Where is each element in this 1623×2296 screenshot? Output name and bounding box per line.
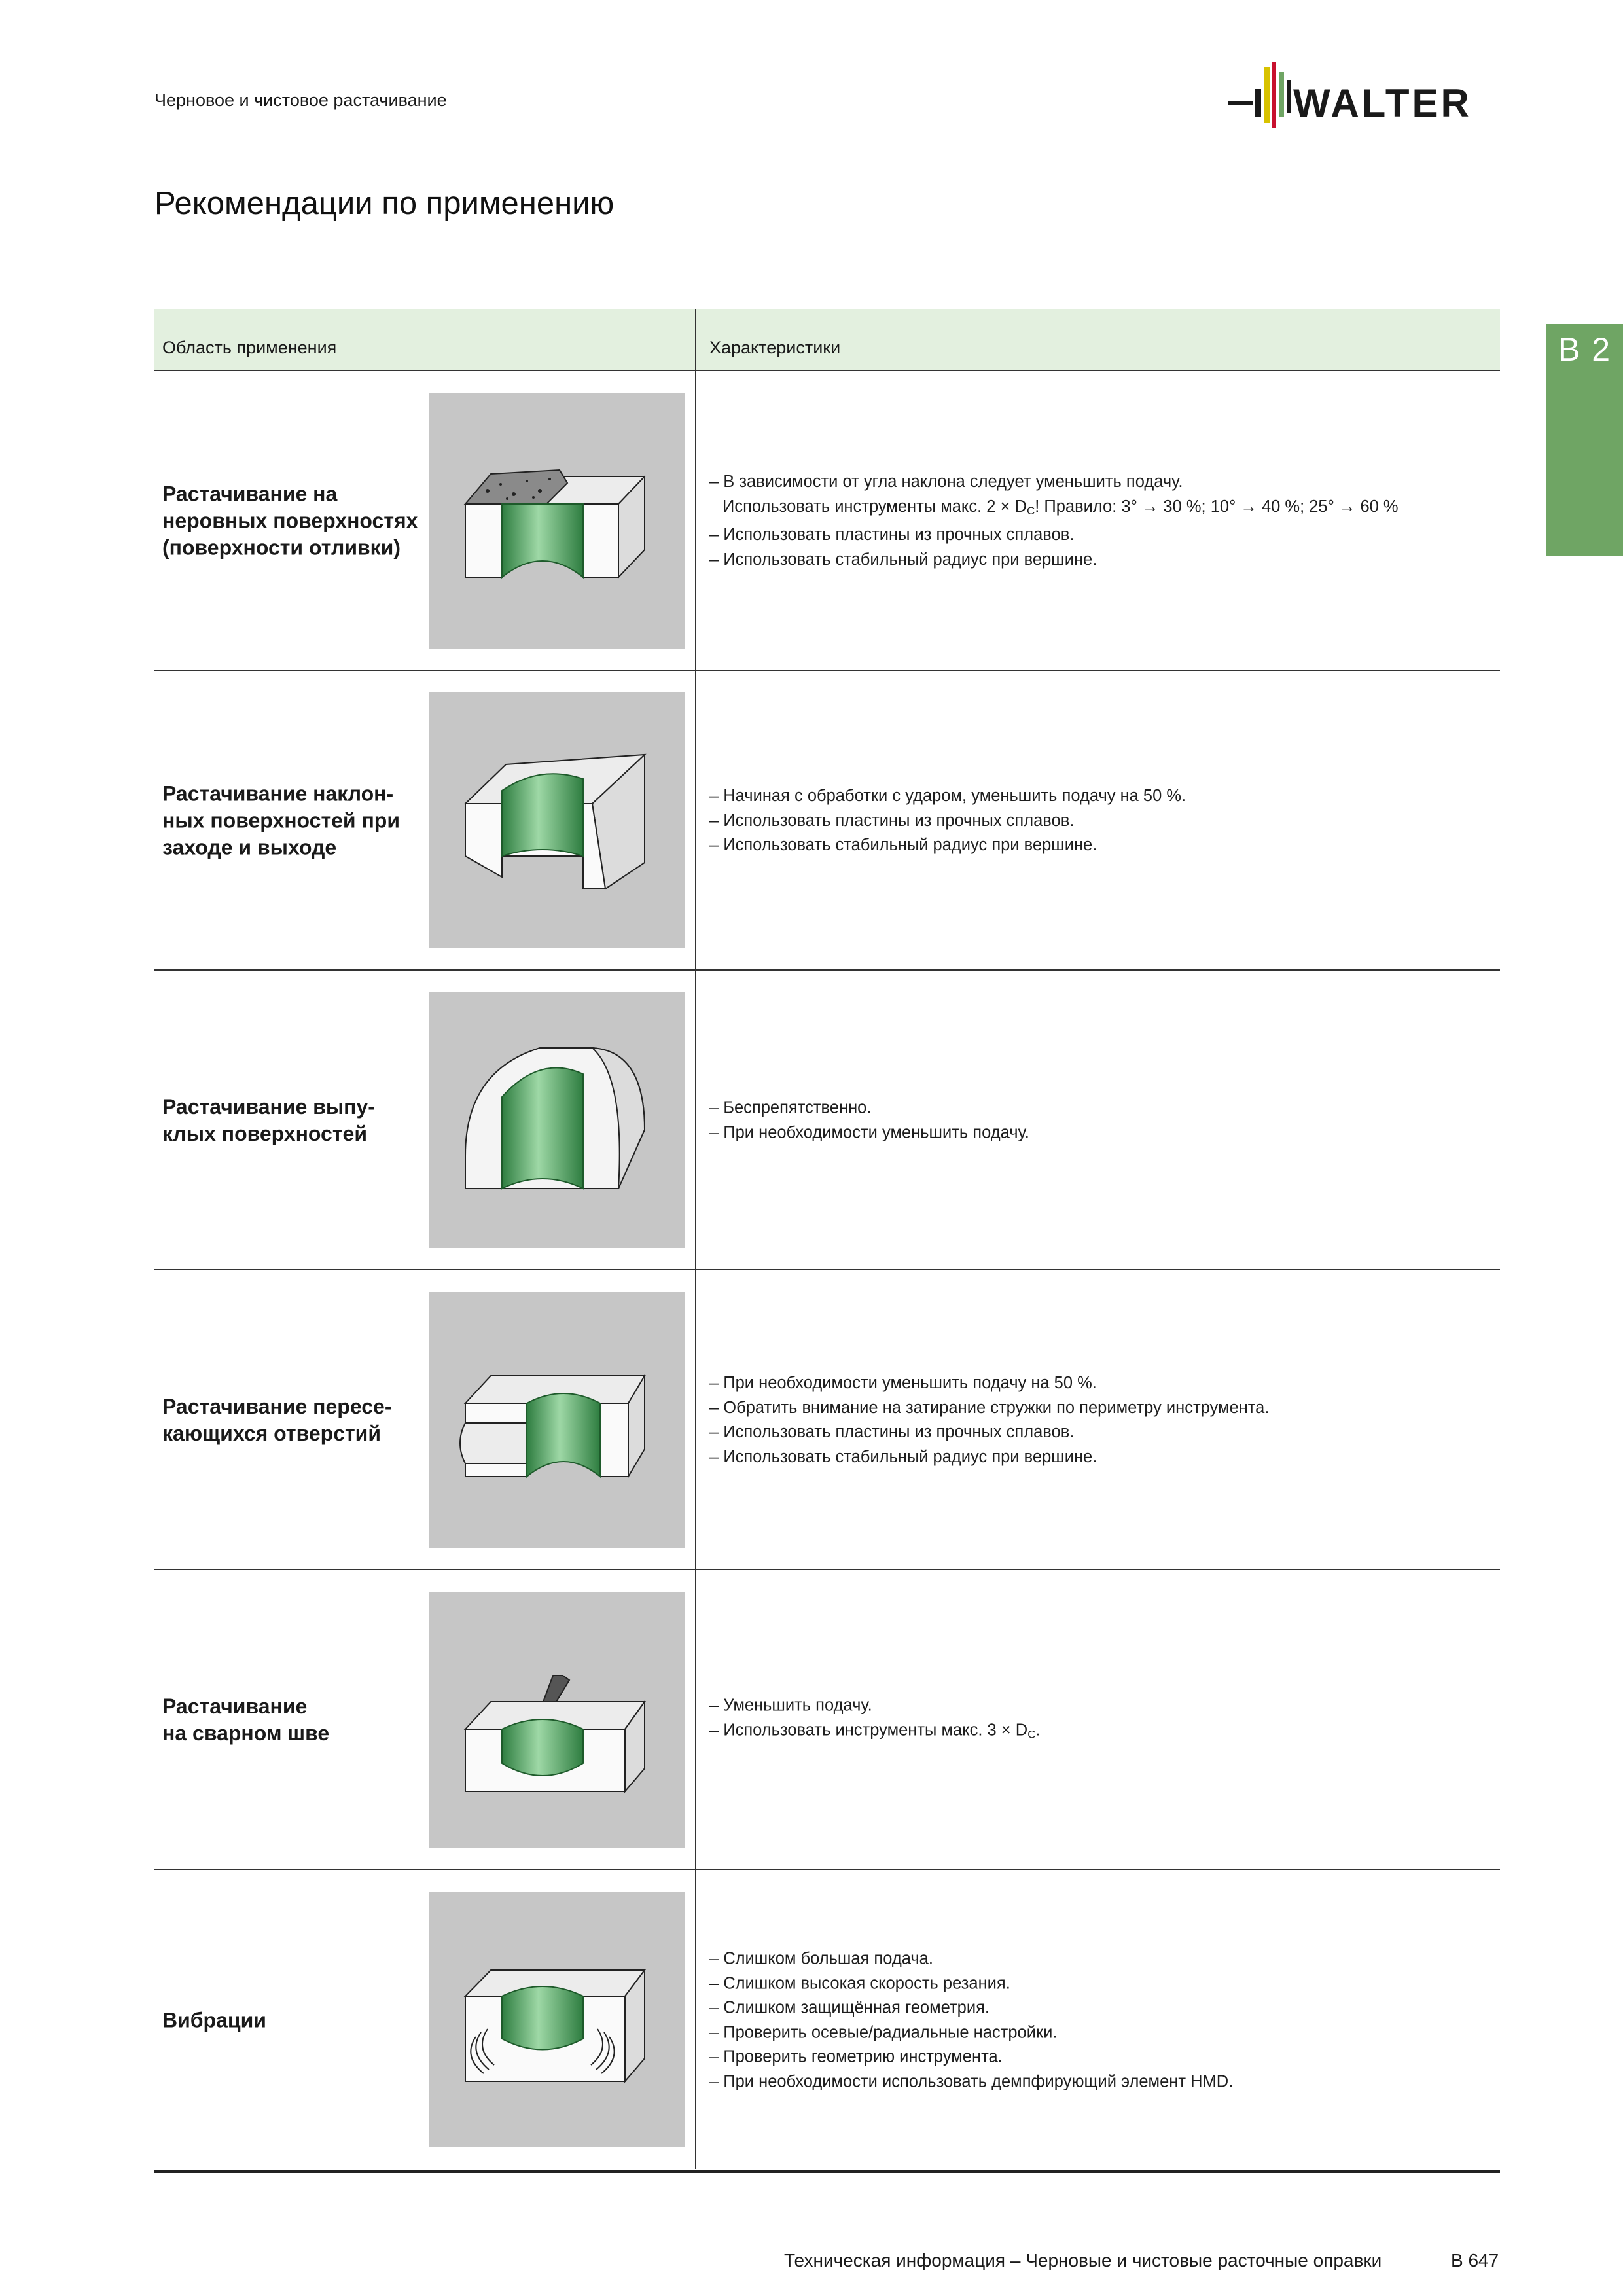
table-row <box>154 1570 1500 1870</box>
column-header-characteristics: Характеристики <box>709 338 841 357</box>
footer-text: Техническая информация – Черновые и чистовые расточные оправки <box>784 2250 1382 2270</box>
row-characteristics: – Уменьшить подачу. – Использовать инструменты макс. $3 \times D_C$. <box>709 1696 1041 1740</box>
table-row <box>154 971 1500 1270</box>
row-label: Растачивание на неровных поверхностях (поверхности отливки) <box>162 482 418 560</box>
table-bottom-rule <box>154 2170 1500 2173</box>
row-label: Вибрации <box>162 2008 266 2032</box>
row-characteristics: – Слишком большая подача. – Слишком высокая скорость резания. – Слишком защищённая геометрия. – Проверить осевые/радиальные настройки. – Проверить геометрию инструмента. – При необходимости использовать демпфирующий элемент HMD. <box>709 1949 1234 2090</box>
illustration-inclined-surface <box>429 692 685 948</box>
section-title: Черновое и чистовое растачивание <box>154 90 447 110</box>
row-label: Растачивание наклон- ных поверхностей при заходе и выходе <box>162 781 401 859</box>
row-label: Растачивание пересе- кающихся отверстий <box>162 1395 392 1445</box>
row-characteristics: – В зависимости от угла наклона следует уменьшить подачу. Использовать инструменты макс. $2 \times D_C$! Правило: 3° → 30 %; 10° → 40 %; 25° → 60 % – Использовать пластины из прочных сплавов. – Использовать стабильный радиус при вершине. <box>709 473 1399 569</box>
walter-logo <box>1228 60 1503 132</box>
table-row <box>154 1870 1500 2171</box>
row-label: Растачивание выпу- клых поверхностей <box>162 1095 375 1145</box>
page-number: B 647 <box>1451 2250 1499 2270</box>
section-tab-label: B 2 <box>1558 331 1612 368</box>
section-tab[interactable] <box>1546 324 1623 556</box>
illustration-uneven-surface <box>429 393 685 649</box>
illustration-intersecting-bores <box>429 1292 685 1548</box>
table-row <box>154 1270 1500 1570</box>
row-label: Растачивание на сварном шве <box>162 1695 330 1745</box>
row-characteristics: – Начиная с обработки с ударом, уменьшить подачу на 50 %. – Использовать пластины из прочных сплавов. – Использовать стабильный радиус при вершине. <box>709 786 1186 854</box>
illustration-vibrations <box>429 1892 685 2147</box>
page-title: Рекомендации по применению <box>154 186 615 221</box>
table-header <box>154 309 1500 371</box>
table-row <box>154 671 1500 971</box>
table-row <box>154 371 1500 671</box>
illustration-convex-surface <box>429 992 685 1248</box>
row-characteristics: – Беспрепятственно. – При необходимости уменьшить подачу. <box>709 1098 1029 1141</box>
logo-wordmark: WALTER <box>1293 81 1472 125</box>
row-characteristics: – При необходимости уменьшить подачу на 50 %. – Обратить внимание на затирание стружки по периметру инструмента. – Использовать пластины из прочных сплавов. – Использовать стабильный радиус при вершине. <box>709 1374 1270 1466</box>
illustration-weld-seam <box>429 1592 685 1848</box>
column-header-application: Область применения <box>162 338 337 357</box>
